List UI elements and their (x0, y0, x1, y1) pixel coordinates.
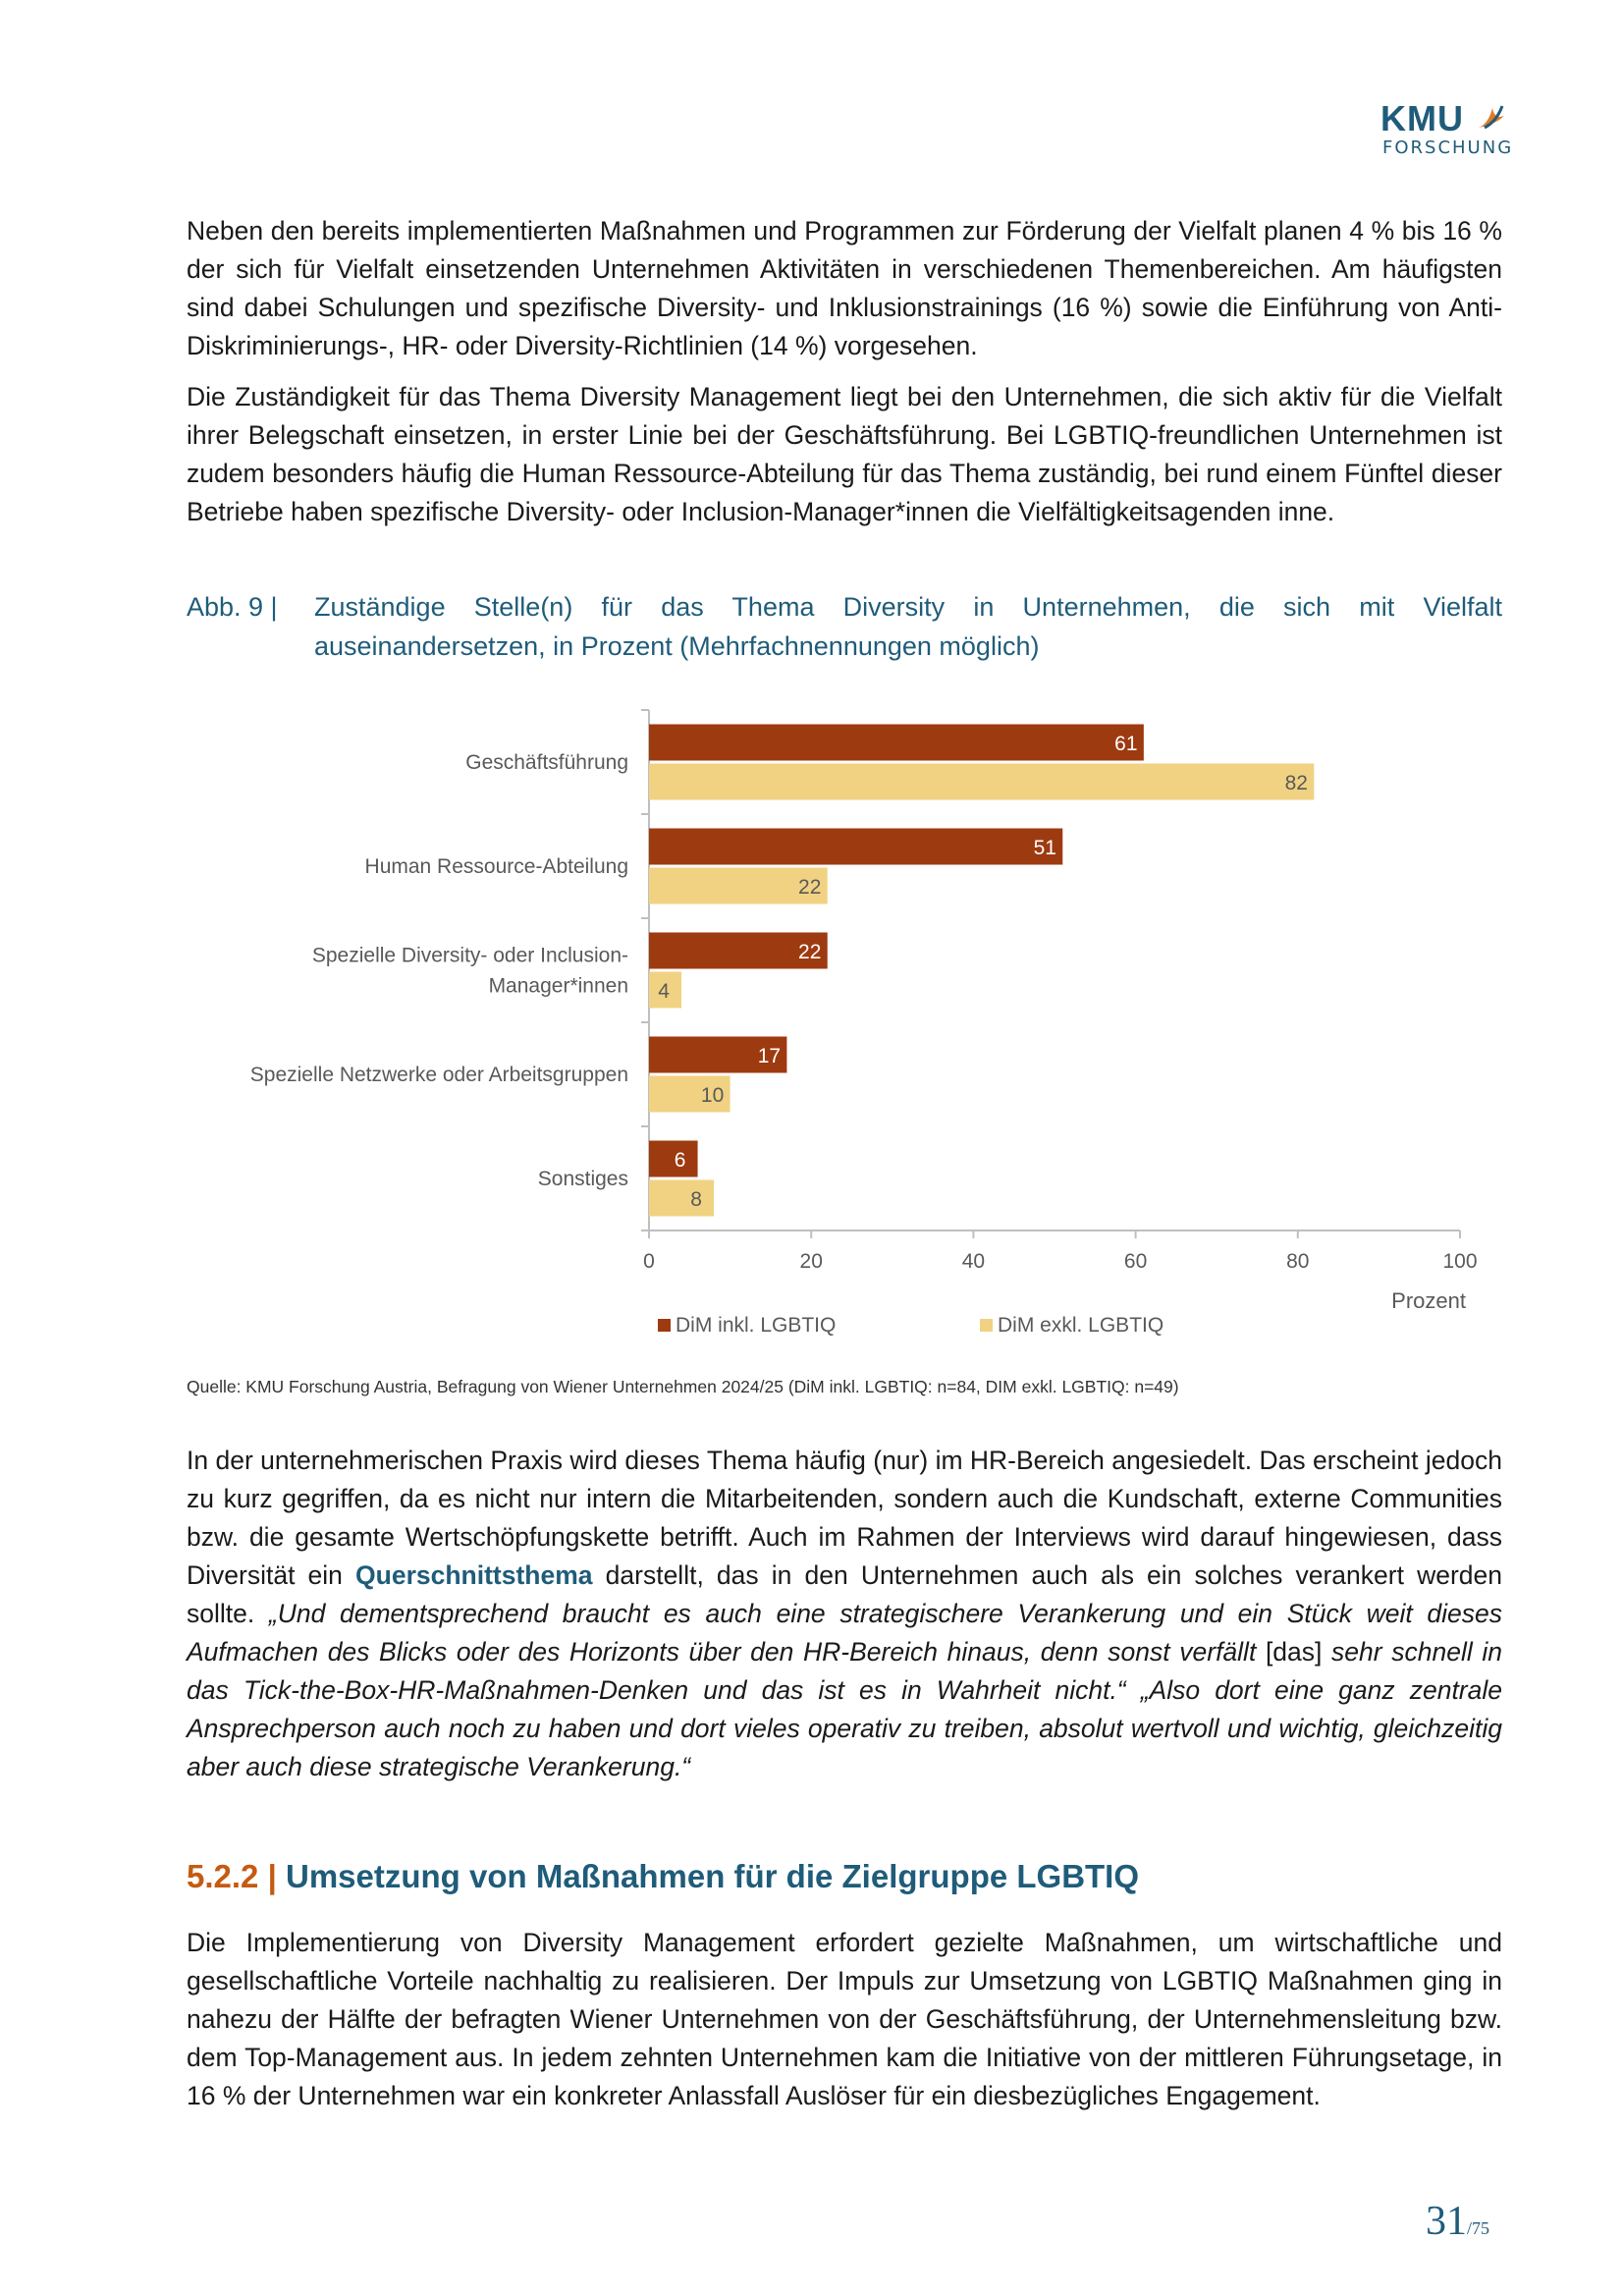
x-axis-title: Prozent (1391, 1288, 1466, 1313)
legend-swatch (980, 1319, 993, 1332)
paragraph-2-block (187, 378, 1502, 531)
bar-exkl (649, 764, 1314, 800)
x-tick-label: 20 (799, 1250, 823, 1273)
x-tick-label: 100 (1442, 1250, 1478, 1273)
bar-inkl (649, 725, 1144, 761)
section-heading (187, 1858, 1139, 1895)
bar-value-label: 22 (798, 941, 822, 963)
x-tick-label: 60 (1123, 1250, 1148, 1273)
logo-text-kmu: KMU (1380, 98, 1464, 138)
category-label: Geschäftsführung (465, 751, 628, 774)
legend-label: DiM inkl. LGBTIQ (676, 1314, 837, 1337)
paragraph-2: Die Zuständigkeit für das Thema Diversity Management liegt bei den Unternehmen, die sich aktiv für die Vielfalt ihrer Belegschaft einsetzen, in erster Linie bei der Geschäftsführung. Bei LGBTIQ-freundlichen Unternehmen ist zudem besonders häufig die Human Ressource-Abteilung für das Thema zuständig, bei rund einem Fünftel dieser Betriebe haben spezifische Diversity- oder Inclusion-Manager*innen die Vielfältigkeitsagenden inne. (187, 382, 1502, 526)
leaf-swoosh-icon (1475, 102, 1508, 132)
figure-caption-text: Zuständige Stelle(n) für das Thema Diversity in Unternehmen, die sich mit Vielfalt auseinandersetzen, in Prozent (Mehrfachnennungen möglich) (314, 592, 1502, 661)
category-label: Spezielle Diversity- oder Inclusion- (311, 944, 628, 967)
bar-value-label: 51 (1033, 837, 1056, 859)
category-label: Manager*innen (488, 974, 628, 998)
quote-part-2: sehr schnell in das Tick-the-Box-HR-Maßnahmen-Denken und das ist es in Wahrheit nicht.“ „Also dort eine ganz zentrale Ansprechperson auch noch zu haben und dort vieles operativ zu treiben, absolut wertvoll und wichtig, gleichzeitig aber auch diese strategische Verankerung.“ (187, 1637, 1502, 1781)
paragraph-1-block (187, 212, 1502, 365)
logo-text-forschung: FORSCHUNG (1382, 137, 1514, 158)
quote-part-1: „Und dementsprechend braucht es auch eine strategischere Verankerung und ein Stück weit dieses Aufmachen des Blicks oder des Horizonts über den HR-Bereich hinaus, denn sonst verfällt (187, 1599, 1503, 1667)
paragraph-3 (187, 1442, 1502, 1786)
category-label: Human Ressource-Abteilung (364, 855, 628, 878)
quote-insertion: [das] (1256, 1637, 1332, 1667)
bar-chart (187, 687, 1502, 1355)
paragraph-4: Die Implementierung von Diversity Management erfordert gezielte Maßnahmen, um wirtschaftliche und gesellschaftliche Vorteile nachhaltig zu realisieren. Der Impuls zur Umsetzung von LGBTIQ Maßnahmen ging in nahezu der Hälfte der befragten Wiener Unternehmen von der Geschäftsführung, der Unternehmensleitung bzw. dem Top-Management aus. In jedem zehnten Unternehmen kam die Initiative von der mittleren Führungsetage, in 16 % der Unternehmen war ein konkreter Anlassfall Auslöser für ein diesbezügliches Engagement. (187, 1928, 1502, 2110)
category-label: Spezielle Netzwerke oder Arbeitsgruppen (249, 1064, 628, 1086)
page-number (1426, 2198, 1489, 2245)
x-tick-label: 80 (1286, 1250, 1310, 1273)
legend-label: DiM exkl. LGBTIQ (998, 1314, 1164, 1337)
x-tick-label: 40 (961, 1250, 986, 1273)
highlight-querschnittsthema: Querschnittsthema (355, 1560, 593, 1590)
figure-label: Abb. 9 | (187, 592, 278, 622)
bar-value-label: 82 (1284, 772, 1308, 794)
bar-value-label: 10 (700, 1084, 725, 1107)
bar-value-label: 6 (674, 1149, 686, 1172)
bar-exkl (649, 1180, 714, 1217)
kmu-forschung-logo (1380, 98, 1518, 167)
paragraph-1: Neben den bereits implementierten Maßnahmen und Programmen zur Förderung der Vielfalt planen 4 % bis 16 % der sich für Vielfalt einsetzenden Unternehmen Aktivitäten in verschiedenen Themenbereichen. Am häufigsten sind dabei Schulungen und spezifische Diversity- und Inklusionstrainings (16 %) sowie die Einführung von Anti-Diskriminierungs-, HR- oder Diversity-Richtlinien (14 %) vorgesehen. (187, 216, 1502, 360)
paragraph-3-text-b: darstellt, das in den Unternehmen auch als ein solches verankert werden sollte. (187, 1560, 1502, 1628)
paragraph-4-block (187, 1924, 1502, 2115)
section-title: Umsetzung von Maßnahmen für die Zielgruppe LGBTIQ (285, 1858, 1140, 1894)
bar-value-label: 17 (757, 1045, 782, 1067)
legend-swatch (658, 1319, 671, 1332)
bar-value-label: 4 (658, 980, 670, 1003)
paragraph-3-text-a: In der unternehmerischen Praxis wird dieses Thema häufig (nur) im HR-Bereich angesiedelt. Das erscheint jedoch zu kurz gegriffen, da es nicht nur intern die Mitarbeitenden, sondern auch die Kundschaft, externe Communities bzw. die gesamte Wertschöpfungskette betrifft. Auch im Rahmen der Interviews wird darauf hingewiesen, dass Diversität ein (187, 1446, 1502, 1590)
x-tick-label: 0 (643, 1250, 655, 1273)
bar-value-label: 22 (798, 876, 822, 899)
section-number: 5.2.2 | (187, 1858, 277, 1894)
bar-value-label: 61 (1114, 733, 1138, 755)
figure-source: Quelle: KMU Forschung Austria, Befragung von Wiener Unternehmen 2024/25 (DiM inkl. LGBTIQ: n=84, DIM exkl. LGBTIQ: n=49) (187, 1377, 1179, 1396)
bar-value-label: 8 (690, 1188, 702, 1211)
category-label: Sonstiges (537, 1168, 628, 1190)
page-total: /75 (1467, 2218, 1490, 2238)
paragraph-3-block (187, 1442, 1502, 1786)
page-current: 31 (1426, 2199, 1467, 2244)
bar-inkl (649, 829, 1062, 865)
